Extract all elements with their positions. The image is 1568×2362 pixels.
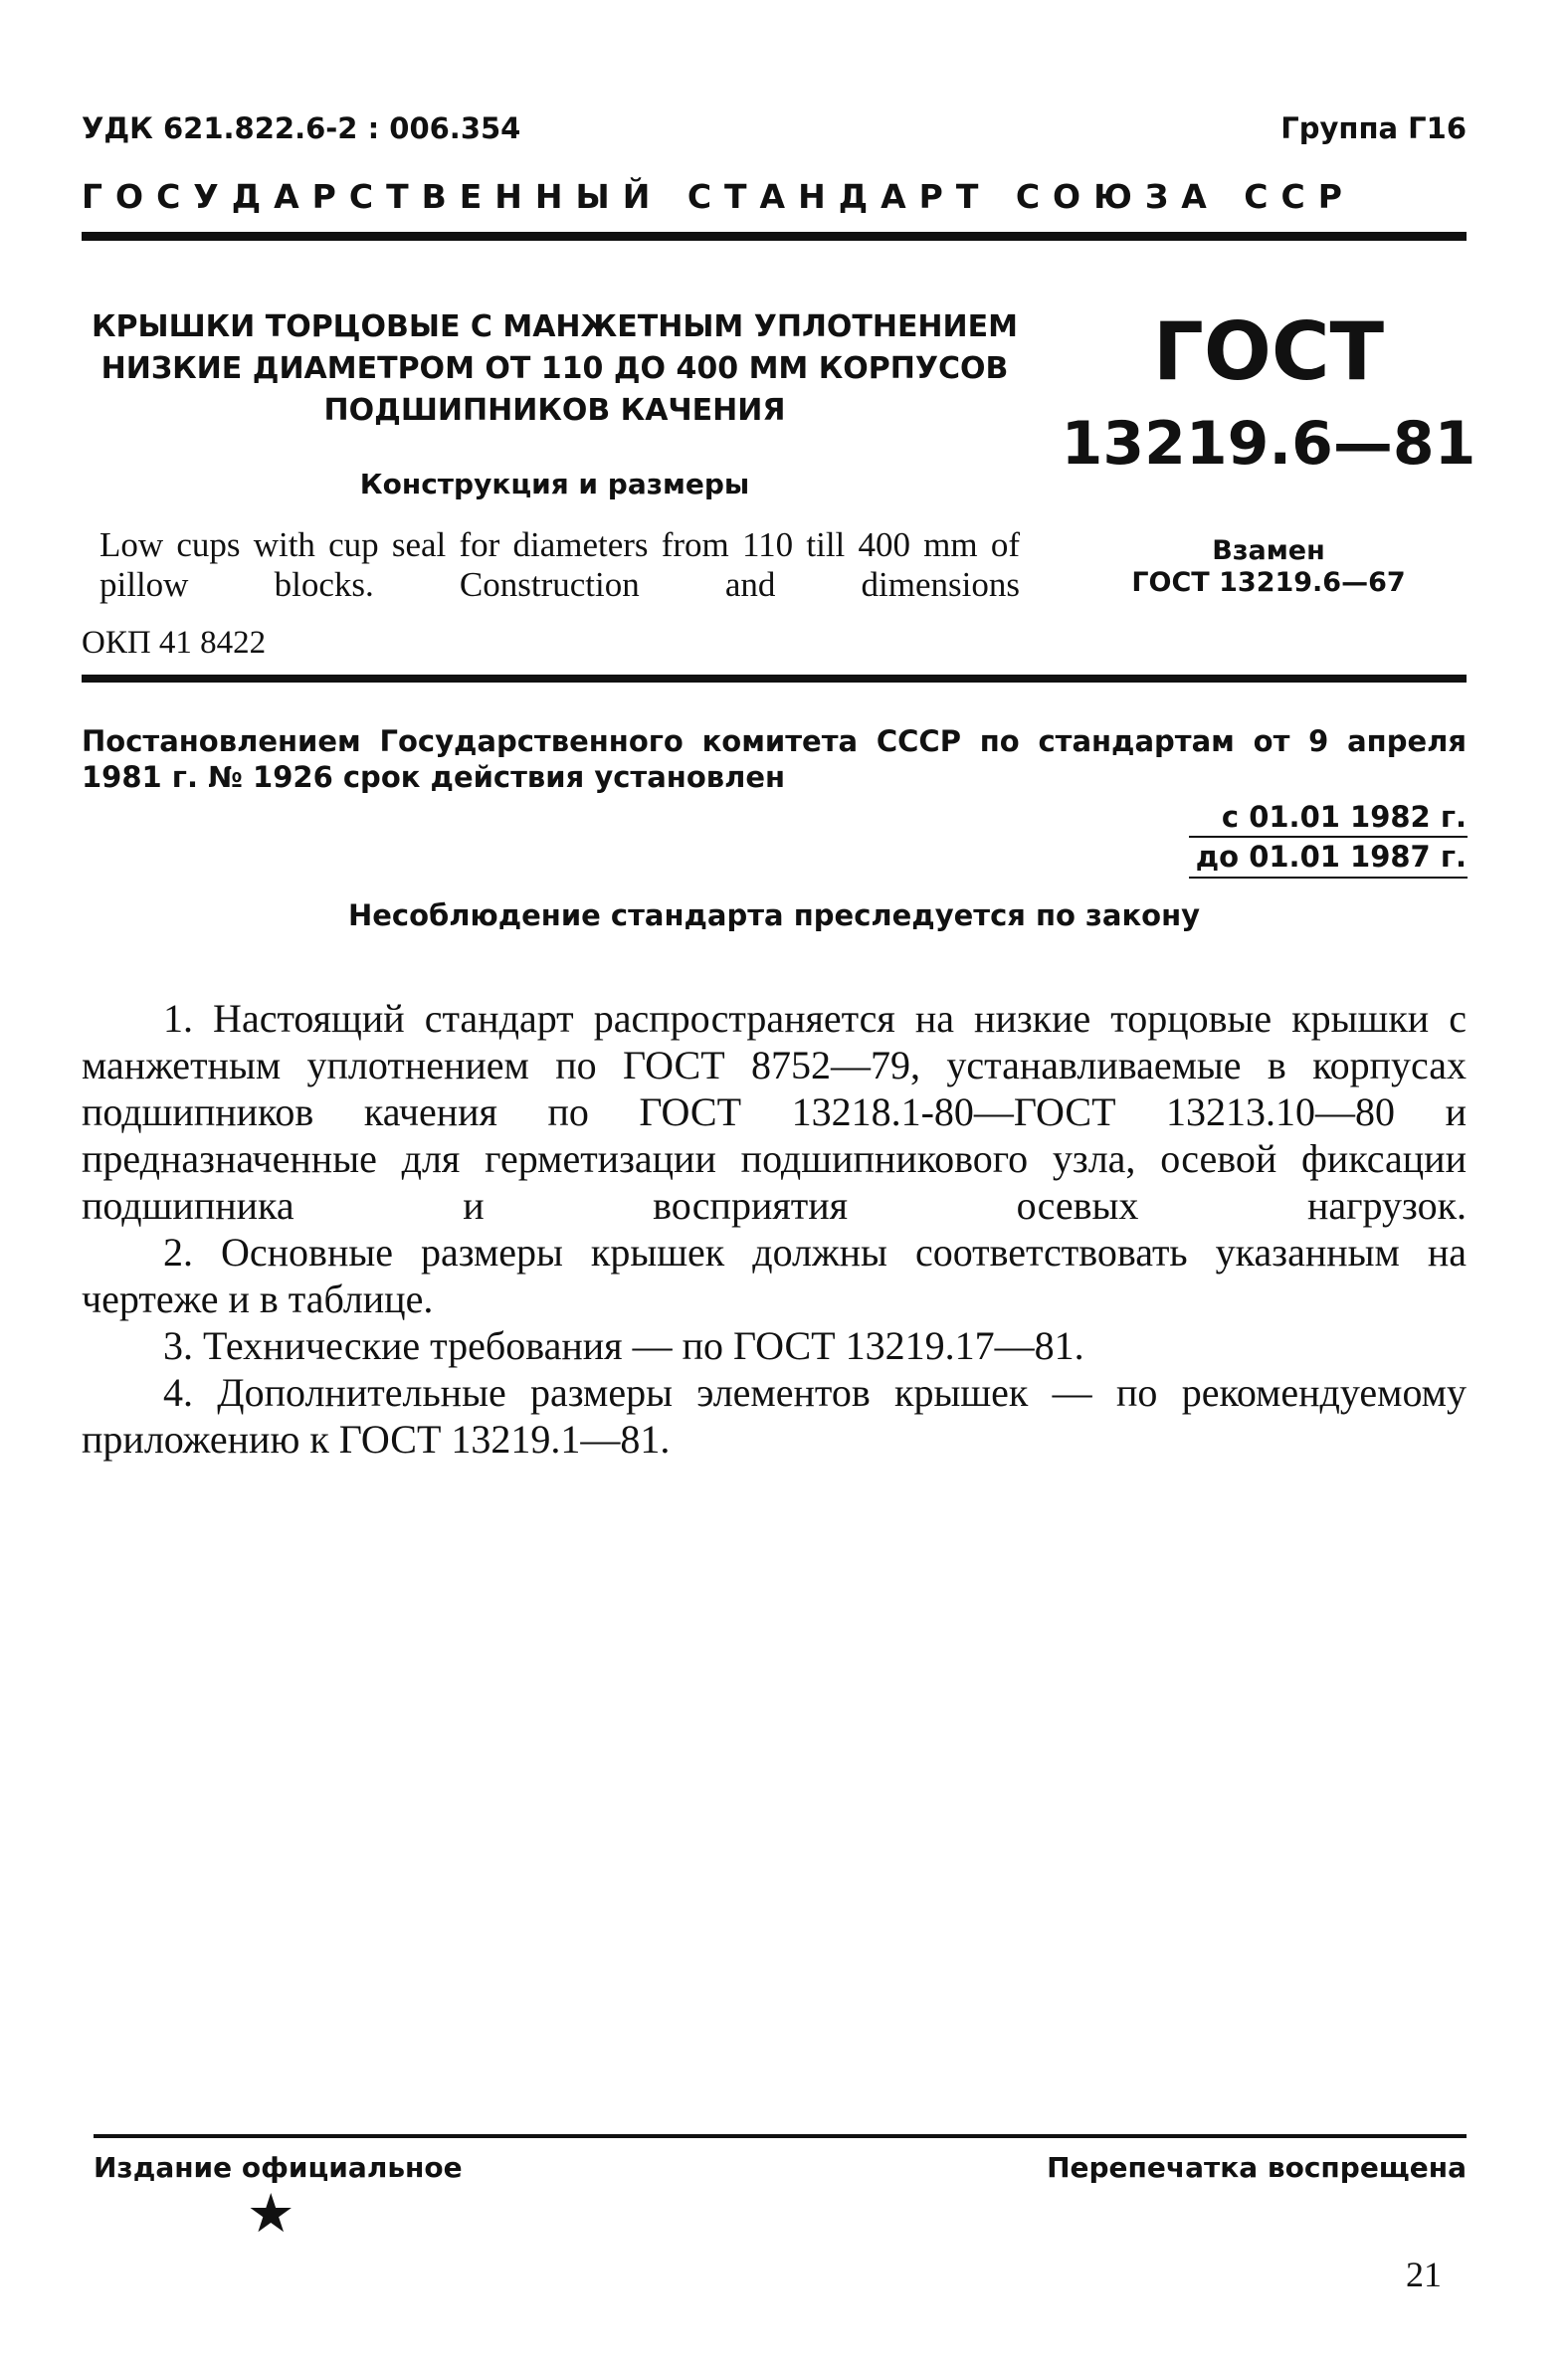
header-rule [82, 232, 1467, 241]
title-line-3: ПОДШИПНИКОВ КАЧЕНИЯ [323, 393, 786, 428]
paragraph-2: 2. Основные размеры крышек должны соответствовать указанным на чертеже и в таблице. [82, 1230, 1467, 1321]
group-code: Группа Г16 [1280, 111, 1467, 145]
date-rule-2 [1189, 877, 1468, 879]
official-edition-label: Издание официальное [94, 2151, 463, 2184]
document-subtitle: Конструкция и размеры [359, 468, 750, 500]
legal-warning: Несоблюдение стандарта преследуется по закону [347, 898, 1201, 932]
section-rule [82, 675, 1467, 683]
valid-from-date: с 01.01 1982 г. [1221, 800, 1467, 834]
reprint-prohibited-label: Перепечатка воспрещена [1047, 2151, 1467, 2184]
title-line-1: КРЫШКИ ТОРЦОВЫЕ С МАНЖЕТНЫМ УПЛОТНЕНИЕМ [92, 309, 1018, 344]
decree-text: Постановлением Государственного комитета СССР по стандартам от 9 апреля 1981 г. № 1926 срок действия установлен [82, 724, 1467, 794]
gost-number: 13219.6—81 [1061, 409, 1476, 479]
paragraph-3: 3. Технические требования — по ГОСТ 13219.17—81. [163, 1323, 1084, 1368]
title-line-2: НИЗКИЕ ДИАМЕТРОМ ОТ 110 ДО 400 ММ КОРПУСОВ [100, 351, 1009, 386]
english-title: Low cups with cup seal for diameters from 110 till 400 mm of pillow blocks. Construction and dimensions [99, 525, 1020, 604]
paragraph-4: 4. Дополнительные размеры элементов крышек — по рекомендуемому приложению к ГОСТ 13219.1—81. [82, 1370, 1467, 1462]
gost-label: ГОСТ [1152, 305, 1385, 398]
paragraph-1: 1. Настоящий стандарт распространяется на низкие торцовые крышки с манжетным уплотнением по ГОСТ 8752—79, устанавливаемые в корпусах подшипников качения по ГОСТ 13218.1-80—ГОСТ 13213.10—80 и предназначенные для герметизации подшипникового узла, осевой фиксации подшипника и восприятия осевых нагрузок. [82, 996, 1467, 1228]
replaces-value: ГОСТ 13219.6—67 [1131, 567, 1406, 598]
okp-code: ОКП 41 8422 [82, 625, 267, 661]
footer-rule [94, 2134, 1467, 2138]
replaces-label: Взамен [1212, 535, 1325, 566]
date-rule-1 [1189, 836, 1468, 838]
page-number: 21 [1406, 2255, 1442, 2294]
star-icon: ★ [247, 2184, 295, 2244]
document-title [70, 306, 1040, 432]
udk-code: УДК 621.822.6-2 : 006.354 [82, 111, 521, 145]
valid-until-date: до 01.01 1987 г. [1195, 840, 1467, 874]
state-standard-heading: ГОСУДАРСТВЕННЫЙ СТАНДАРТ СОЮЗА ССР [82, 177, 1355, 216]
body-text [82, 995, 1467, 1463]
